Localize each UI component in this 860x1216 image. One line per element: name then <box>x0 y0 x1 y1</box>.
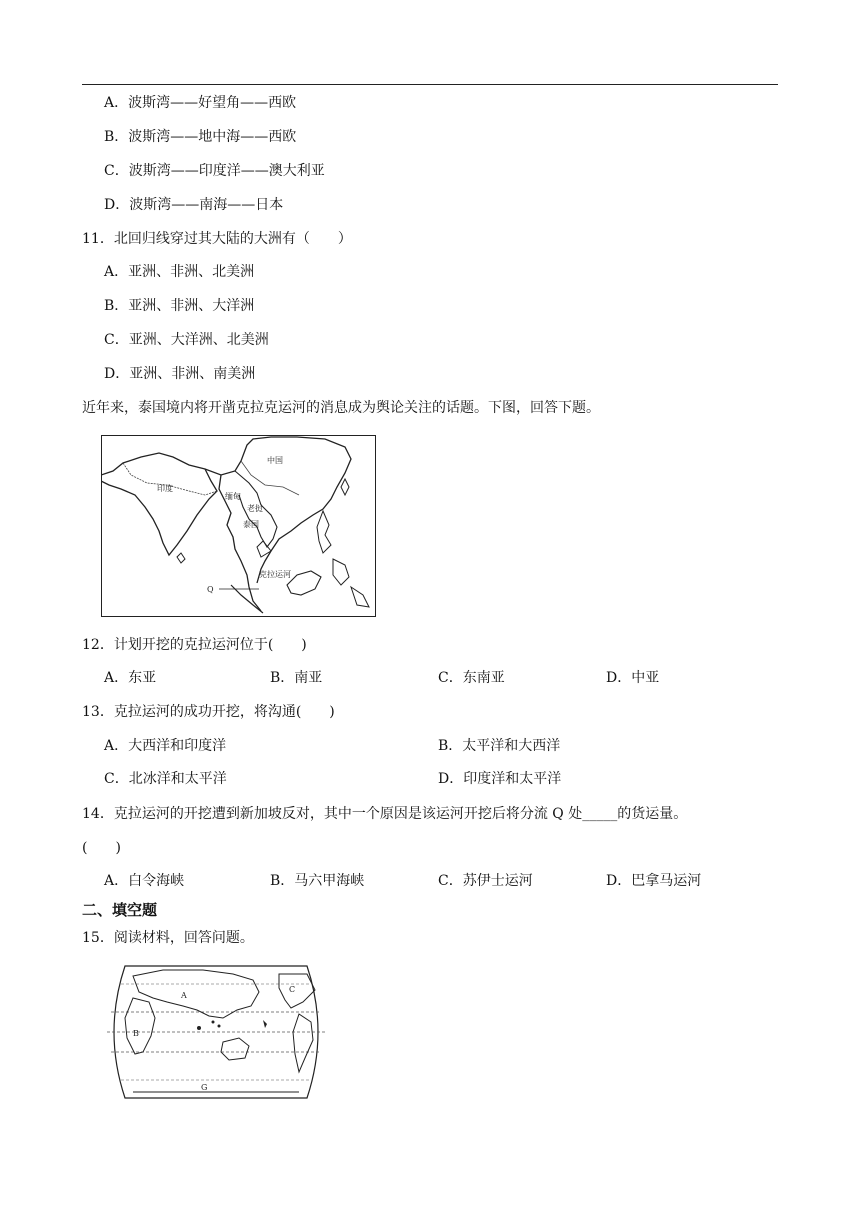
q13-option-d[interactable]: D．印度洋和太平洋 <box>438 771 562 787</box>
q11-option-c[interactable]: C．亚洲、大洋洲、北美洲 <box>104 332 269 348</box>
q13-option-a[interactable]: A．大西洋和印度洋 <box>104 738 227 754</box>
map-label-thailand: 泰国 <box>243 520 259 529</box>
world-map <box>103 962 329 1102</box>
q11-option-d[interactable]: D．亚洲、非洲、南美洲 <box>104 366 256 382</box>
map-label-laos: 老挝 <box>247 504 263 513</box>
map-label-china: 中国 <box>267 456 283 465</box>
section-heading-fill-in: 二、填空题 <box>82 901 158 919</box>
world-map-label-g: G <box>201 1083 208 1092</box>
q14-option-d[interactable]: D．巴拿马运河 <box>606 873 702 889</box>
q14-answer-paren: ( ) <box>82 840 121 856</box>
q10-option-b[interactable]: B．波斯湾——地中海——西欧 <box>104 129 297 145</box>
world-map-label-a: A <box>181 991 187 1000</box>
q13-stem: 13．克拉运河的成功开挖，将沟通( ) <box>82 704 335 720</box>
q10-option-d[interactable]: D．波斯湾——南海——日本 <box>104 197 284 213</box>
q15-stem: 15．阅读材料，回答问题。 <box>82 930 254 946</box>
header-rule <box>82 84 778 85</box>
southeast-asia-map <box>101 435 376 617</box>
q10-option-a[interactable]: A．波斯湾——好望角——西欧 <box>104 95 297 111</box>
reading-intro: 近年来，泰国境内将开凿克拉克运河的消息成为舆论关注的话题。下图，回答下题。 <box>82 400 600 416</box>
q12-option-c[interactable]: C．东南亚 <box>438 670 505 686</box>
q13-option-c[interactable]: C．北冰洋和太平洋 <box>104 771 227 787</box>
world-map-label-c: C <box>289 985 296 994</box>
q12-option-b[interactable]: B．南亚 <box>270 670 323 686</box>
q12-option-d[interactable]: D．中亚 <box>606 670 660 686</box>
map-label-myanmar: 缅甸 <box>225 492 241 501</box>
q12-stem: 12．计划开挖的克拉运河位于( ) <box>82 637 307 653</box>
map-label-q: Q <box>207 585 214 594</box>
q13-option-b[interactable]: B．太平洋和大西洋 <box>438 738 561 754</box>
q14-option-b[interactable]: B．马六甲海峡 <box>270 873 365 889</box>
map-label-india: 印度 <box>157 484 173 493</box>
q14-option-a[interactable]: A．白令海峡 <box>104 873 185 889</box>
map-label-kra-canal: 克拉运河 <box>259 570 291 579</box>
q14-option-c[interactable]: C．苏伊士运河 <box>438 873 533 889</box>
q14-stem: 14．克拉运河的开挖遭到新加坡反对，其中一个原因是该运河开挖后将分流 Q 处_____的货运量。 <box>82 806 688 822</box>
q12-option-a[interactable]: A．东亚 <box>104 670 157 686</box>
q11-stem: 11．北回归线穿过其大陆的大洲有（ ） <box>82 231 352 247</box>
q10-option-c[interactable]: C．波斯湾——印度洋——澳大利亚 <box>104 163 325 179</box>
world-map-label-b: B <box>133 1029 139 1038</box>
q11-option-b[interactable]: B．亚洲、非洲、大洋洲 <box>104 298 255 314</box>
q11-option-a[interactable]: A．亚洲、非洲、北美洲 <box>104 264 255 280</box>
